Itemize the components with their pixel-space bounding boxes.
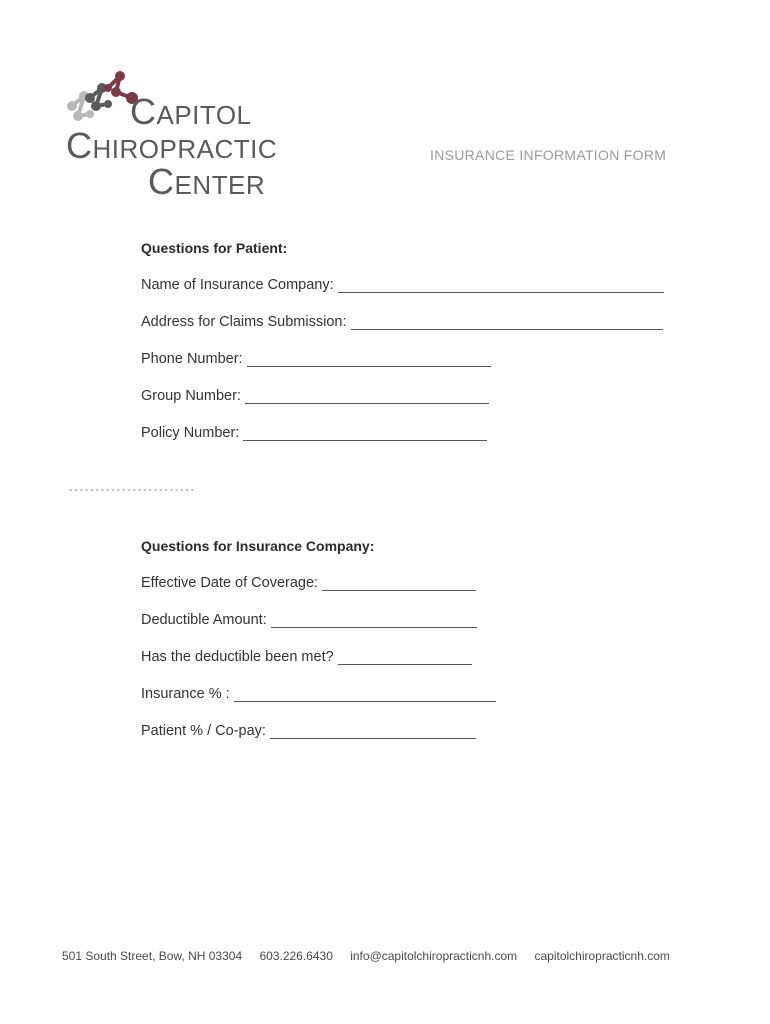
phone-number-blank[interactable]	[247, 352, 491, 367]
claims-address-blank[interactable]	[351, 315, 663, 330]
field-label: Group Number:	[141, 388, 241, 404]
logo-line-center: CENTER	[148, 161, 266, 202]
copay-blank[interactable]	[270, 724, 476, 739]
field-label: Address for Claims Submission:	[141, 314, 347, 330]
phone-number-field	[141, 347, 664, 367]
insurance-percent-field	[141, 682, 496, 702]
claims-address-field	[141, 310, 664, 330]
patient-questions-heading: Questions for Patient:	[141, 240, 288, 256]
field-label: Patient % / Co-pay:	[141, 723, 266, 739]
field-label: Phone Number:	[141, 351, 243, 367]
field-label: Has the deductible been met?	[141, 649, 334, 665]
group-number-field	[141, 384, 664, 404]
insurance-questions-heading: Questions for Insurance Company:	[141, 538, 375, 554]
field-label: Name of Insurance Company:	[141, 277, 334, 293]
policy-number-blank[interactable]	[243, 426, 487, 441]
insurance-percent-blank[interactable]	[234, 687, 496, 702]
footer-website[interactable]: capitolchiropracticnh.com	[534, 949, 670, 963]
patient-questions-section	[141, 240, 664, 441]
insurance-company-blank[interactable]	[338, 278, 664, 293]
footer-phone: 603.226.6430	[259, 949, 333, 963]
group-number-blank[interactable]	[245, 389, 489, 404]
effective-date-blank[interactable]	[322, 576, 476, 591]
insurance-questions-section	[141, 538, 496, 739]
deductible-amount-field	[141, 608, 496, 628]
footer-address: 501 South Street, Bow, NH 03304	[62, 949, 243, 963]
deductible-met-blank[interactable]	[338, 650, 472, 665]
footer-contact	[62, 949, 670, 963]
logo-line-chiropractic: CHIROPRACTIC	[66, 125, 278, 166]
field-label: Policy Number:	[141, 425, 240, 441]
field-label: Deductible Amount:	[141, 612, 267, 628]
deductible-met-field	[141, 645, 496, 665]
deductible-amount-blank[interactable]	[271, 613, 477, 628]
capitol-chiropractic-logo	[64, 66, 278, 206]
field-label: Effective Date of Coverage:	[141, 575, 319, 591]
insurance-company-field	[141, 273, 664, 293]
footer-email[interactable]: info@capitolchiropracticnh.com	[350, 949, 518, 963]
logo-line-capitol: CAPITOL	[130, 91, 252, 132]
dotted-divider	[68, 488, 196, 492]
form-title: INSURANCE INFORMATION FORM	[430, 147, 667, 163]
copay-field	[141, 719, 496, 739]
effective-date-field	[141, 571, 496, 591]
policy-number-field	[141, 421, 664, 441]
field-label: Insurance % :	[141, 686, 230, 702]
